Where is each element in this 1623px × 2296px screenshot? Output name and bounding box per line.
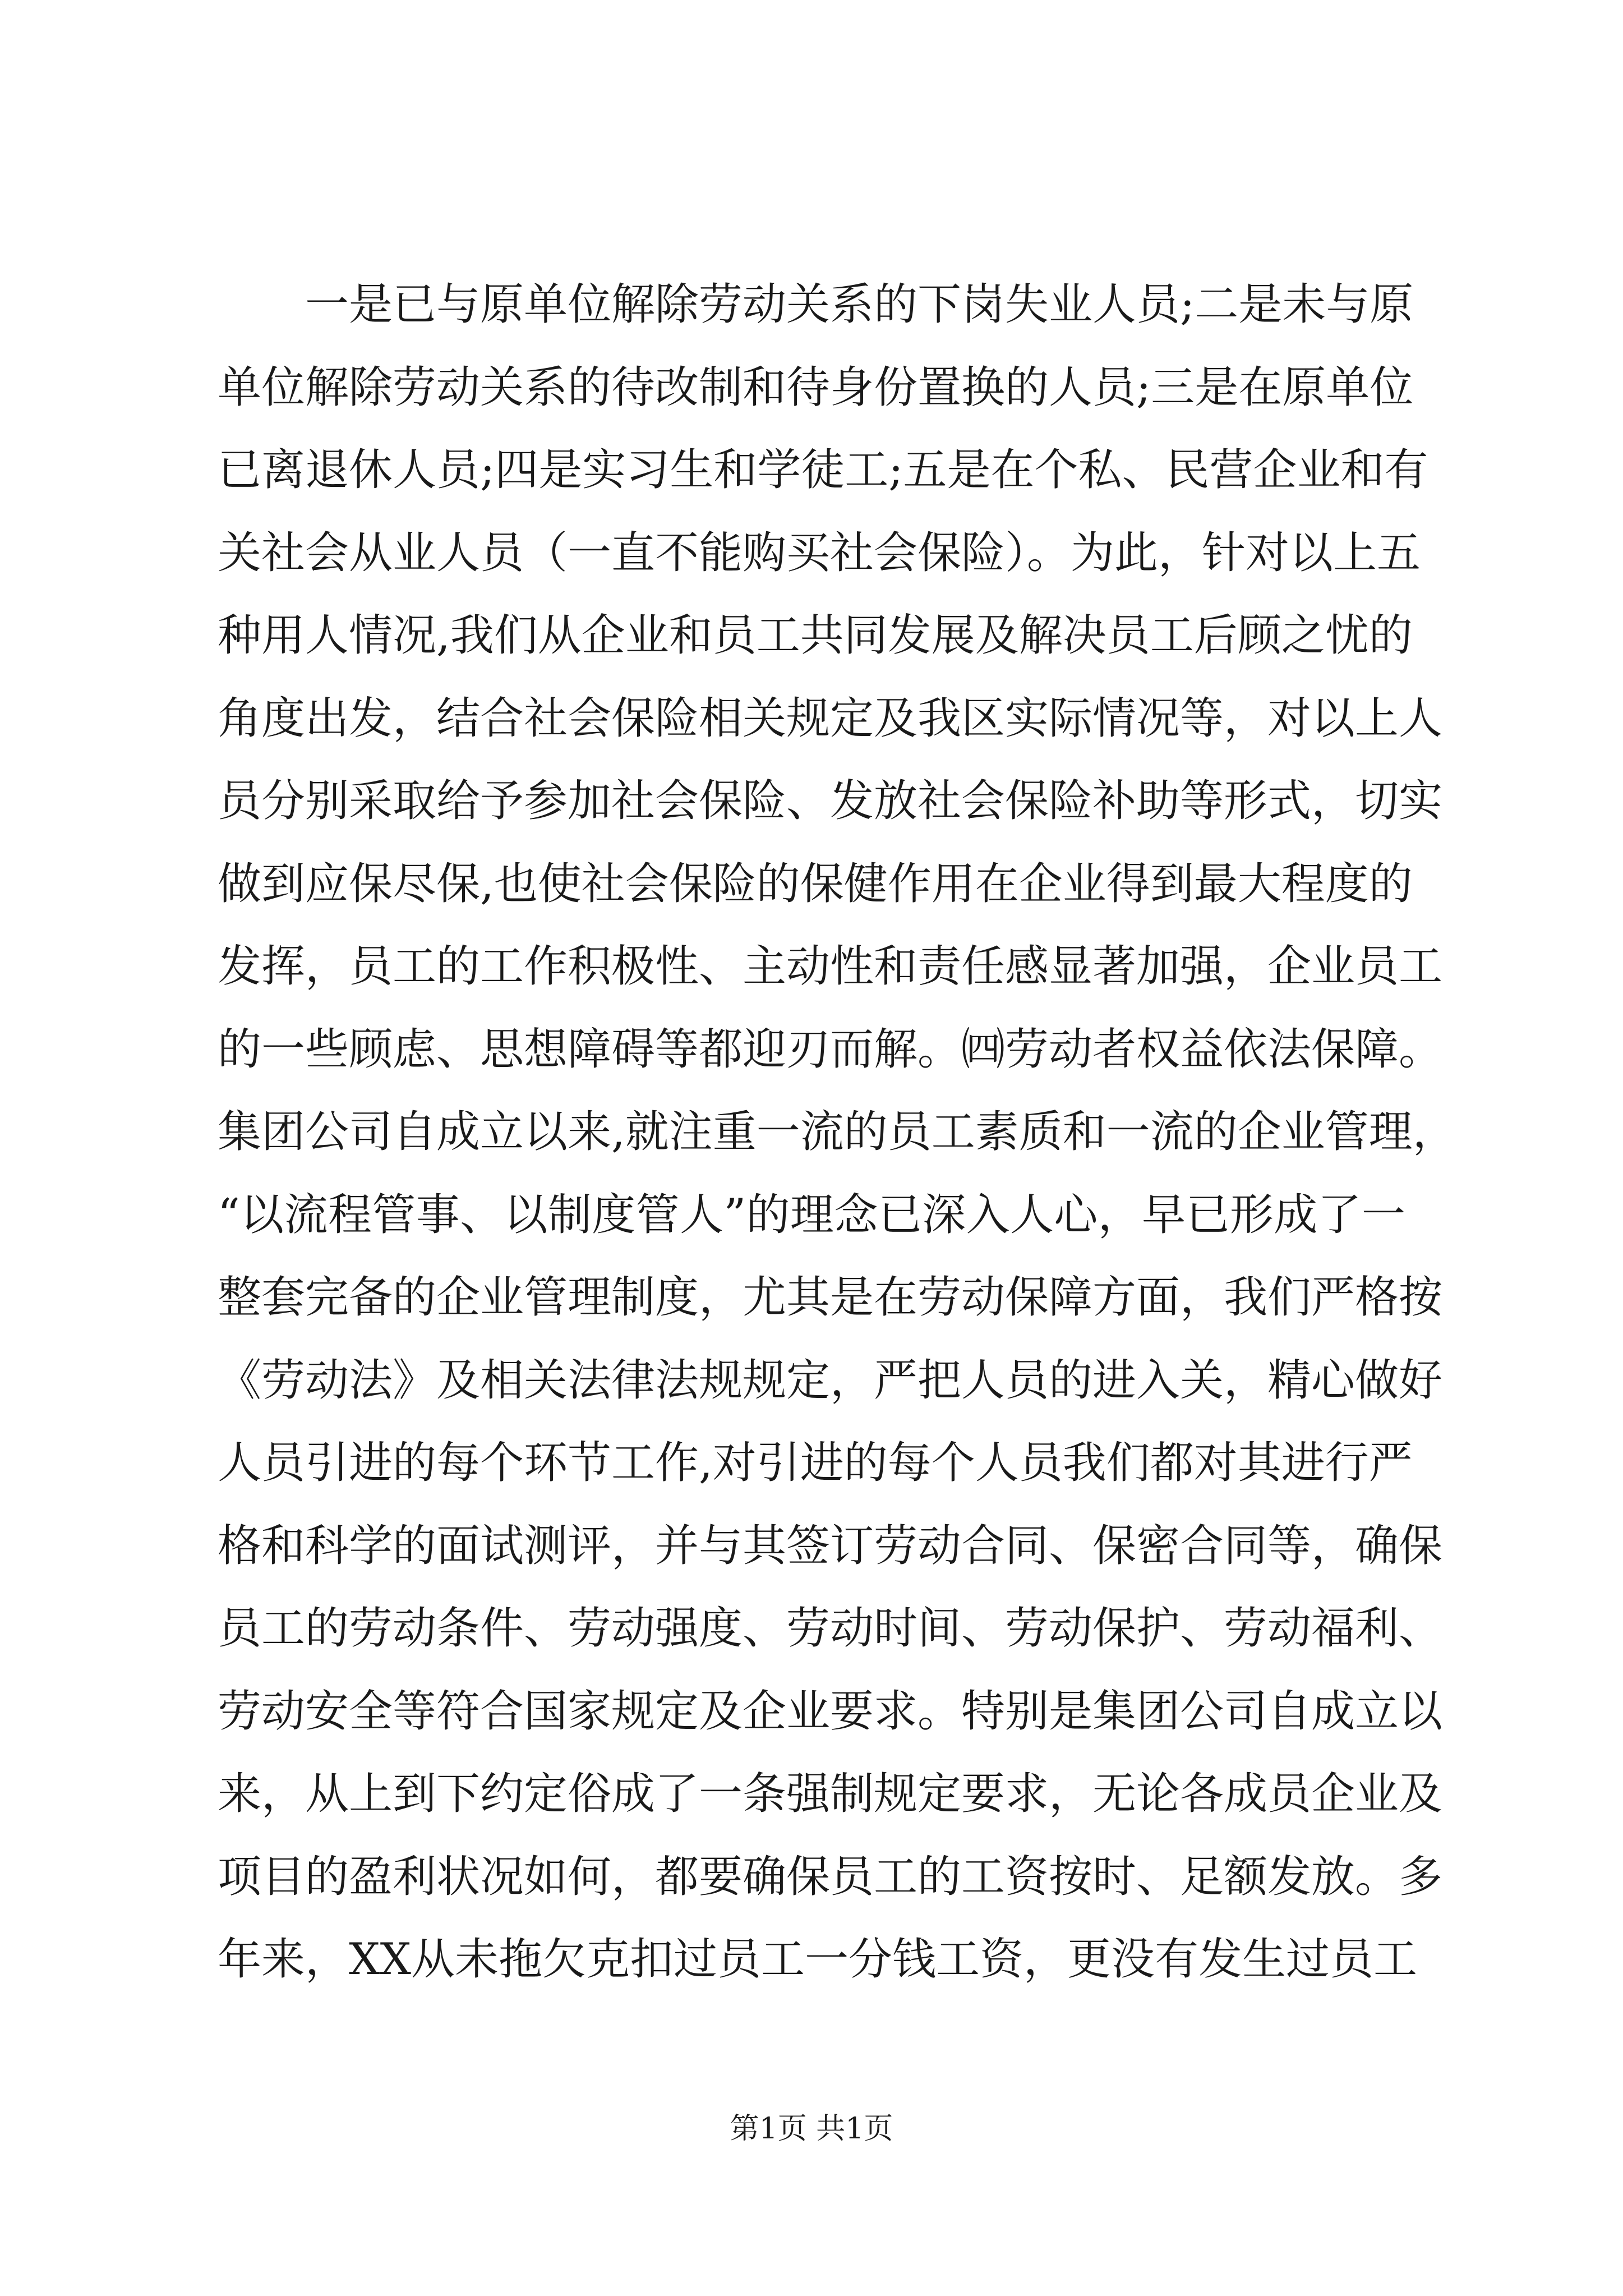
text-line: 单位解除劳动关系的待改制和待身份置换的人员;三是在原单位 bbox=[218, 362, 1414, 413]
text-line: 的一些顾虑、思想障碍等都迎刃而解。㈣劳动者权益依法保障。 bbox=[218, 1024, 1443, 1075]
text-line: 年来，XX从未拖欠克扣过员工一分钱工资，更没有发生过员工 bbox=[218, 1934, 1418, 1985]
text-line: 人员引进的每个环节工作,对引进的每个人员我们都对其进行严 bbox=[218, 1438, 1413, 1488]
text-line: 一是已与原单位解除劳动关系的下岗失业人员;二是未与原 bbox=[305, 279, 1414, 330]
body-paragraph bbox=[218, 264, 1456, 2001]
text-line: 做到应保尽保,也使社会保险的保健作用在企业得到最大程度的 bbox=[218, 858, 1413, 909]
text-line: 已离退休人员;四是实习生和学徒工;五是在个私、民营企业和有 bbox=[218, 445, 1428, 495]
text-line: 项目的盈利状况如何，都要确保员工的工资按时、足额发放。多 bbox=[218, 1851, 1443, 1902]
text-line: 种用人情况,我们从企业和员工共同发展及解决员工后顾之忧的 bbox=[218, 610, 1413, 661]
text-line: 整套完备的企业管理制度，尤其是在劳动保障方面，我们严格按 bbox=[218, 1272, 1443, 1323]
text-line: 劳动安全等符合国家规定及企业要求。特别是集团公司自成立以 bbox=[218, 1686, 1443, 1737]
text-line: 关社会从业人员（一直不能购买社会保险）。为此，针对以上五 bbox=[218, 527, 1421, 578]
text-line: 来，从上到下约定俗成了一条强制规定要求，无论各成员企业及 bbox=[218, 1769, 1443, 1819]
text-line: 集团公司自成立以来,就注重一流的员工素质和一流的企业管理， bbox=[218, 1107, 1456, 1157]
text-line: 格和科学的面试测评，并与其签订劳动合同、保密合同等，确保 bbox=[218, 1520, 1443, 1571]
text-line: 《劳动法》及相关法律法规规定，严把人员的进入关，精心做好 bbox=[218, 1355, 1443, 1406]
text-line: 发挥，员工的工作积极性、主动性和责任感显著加强，企业员工 bbox=[218, 941, 1443, 992]
text-line: 角度出发，结合社会保险相关规定及我区实际情况等，对以上人 bbox=[218, 693, 1443, 744]
text-line: 员工的劳动条件、劳动强度、劳动时间、劳动保护、劳动福利、 bbox=[218, 1603, 1443, 1654]
text-line: “以流程管事、以制度管人”的理念已深入人心，早已形成了一 bbox=[218, 1189, 1405, 1240]
page-footer: 第1页 共1页 bbox=[730, 2112, 893, 2146]
text-line: 员分别采取给予参加社会保险、发放社会保险补助等形式，切实 bbox=[218, 776, 1443, 826]
